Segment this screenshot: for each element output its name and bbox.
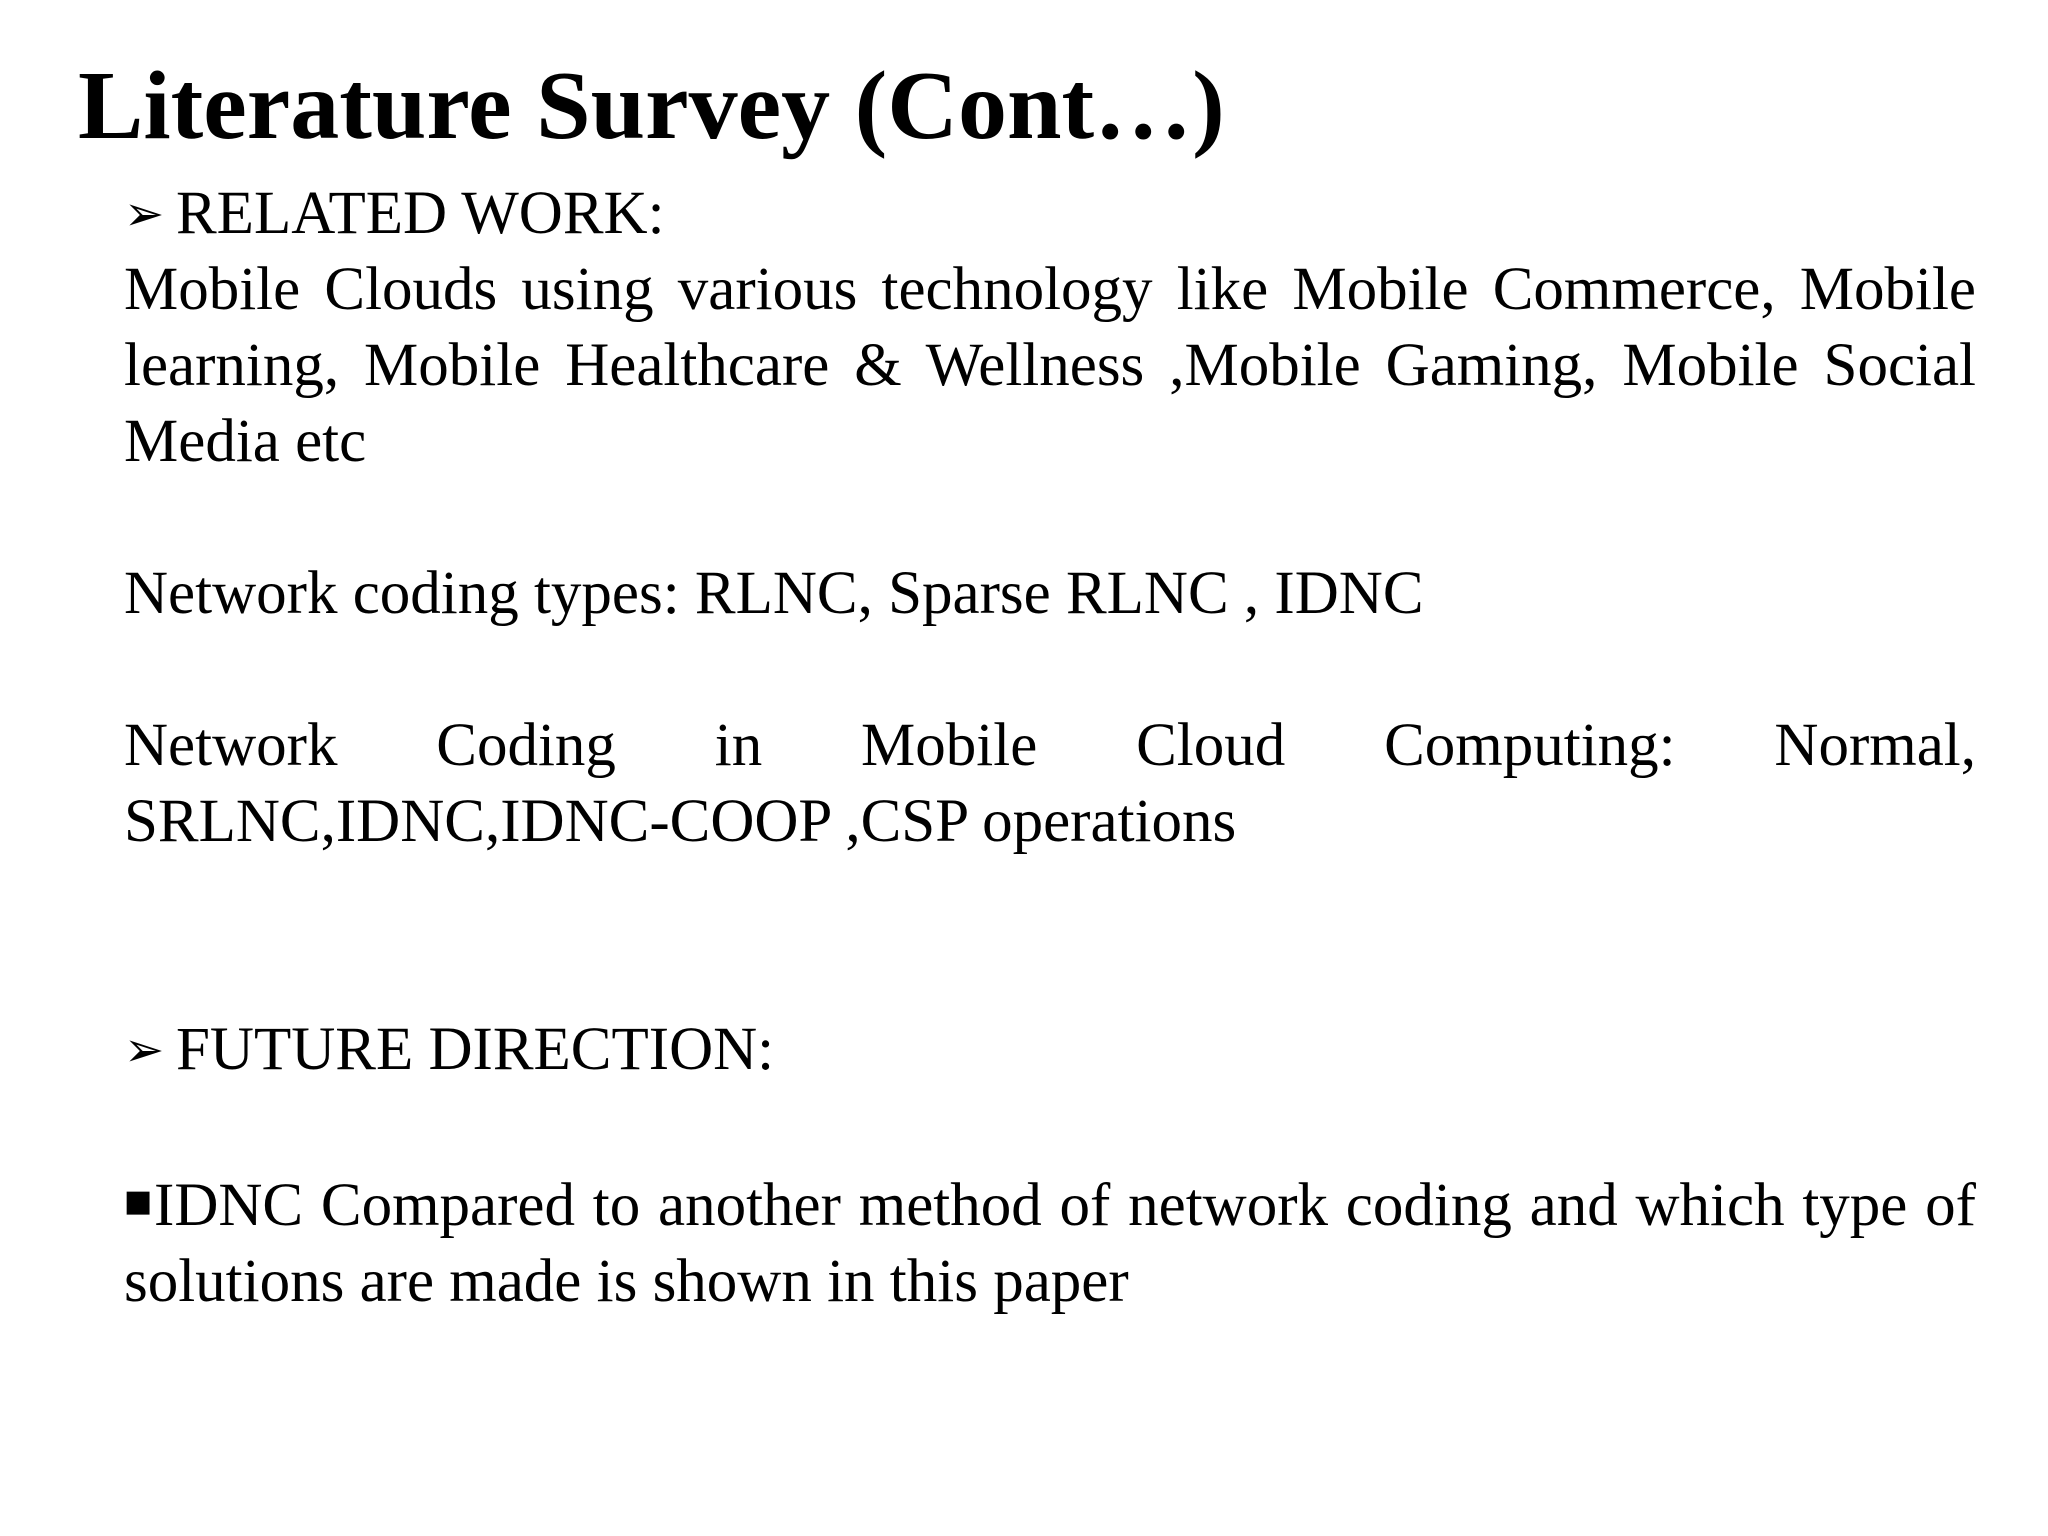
arrow-bullet-icon: ➢ [124, 1022, 165, 1078]
slide-body [124, 176, 1976, 1320]
related-work-heading-text: RELATED WORK: [176, 180, 665, 247]
future-direction-item-text: IDNC Compared to another method of network coding and which type of solutions are made is shown in this paper [124, 1172, 1976, 1315]
slide-title: Literature Survey (Cont…) [78, 52, 1225, 160]
mobile-clouds-paragraph: Mobile Clouds using various technology like Mobile Commerce, Mobile learning, Mobile Healthcare & Wellness ,Mobile Gaming, Mobile Social Media etc [124, 256, 1976, 475]
mcc-paragraph: Network Coding in Mobile Cloud Computing: Normal, SRLNC,IDNC,IDNC-COOP ,CSP operations [124, 712, 1976, 855]
future-direction-heading [124, 1012, 1976, 1088]
spacer [124, 1088, 1976, 1164]
spacer [124, 860, 1976, 1012]
spacer [124, 632, 1976, 708]
arrow-bullet-icon: ➢ [124, 186, 165, 242]
related-work-heading [124, 176, 1976, 252]
coding-types-paragraph: Network coding types: RLNC, Sparse RLNC , IDNC [124, 560, 1424, 627]
spacer [124, 480, 1976, 556]
square-bullet-icon: ■ [124, 1184, 153, 1219]
future-direction-heading-text: FUTURE DIRECTION: [176, 1016, 775, 1083]
future-direction-item [124, 1164, 1976, 1320]
